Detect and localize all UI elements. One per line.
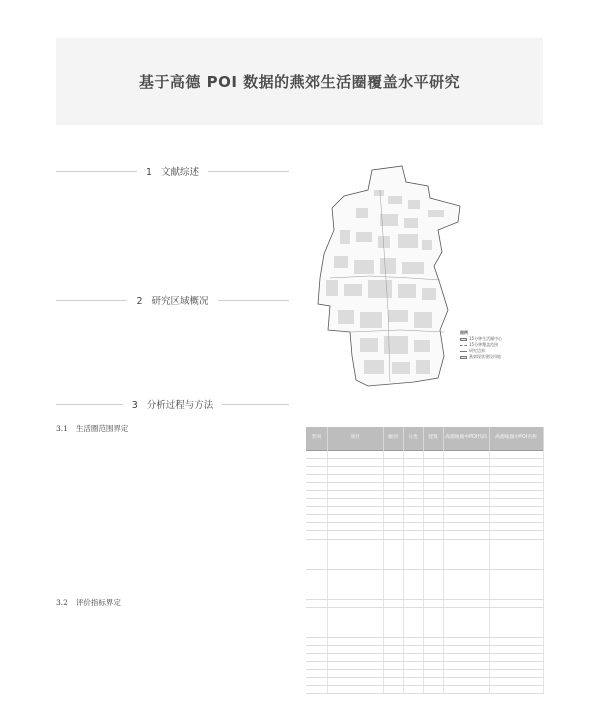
table-header-row	[306, 427, 543, 450]
legend-item: 15分钟覆盖范围	[460, 342, 502, 348]
table-row	[306, 531, 543, 539]
table-header-cell: 类别	[306, 427, 327, 450]
table-row	[306, 645, 543, 653]
land-patch	[344, 284, 362, 296]
land-patch	[388, 310, 408, 322]
table-row	[306, 466, 543, 474]
land-patch	[360, 312, 382, 328]
land-patch	[364, 360, 384, 374]
legend-item: 燕郊现状建设用地	[460, 354, 502, 360]
legend-item: 研究边界	[460, 348, 502, 354]
land-patch	[422, 288, 436, 300]
land-patch	[404, 218, 418, 228]
table-row	[306, 661, 543, 669]
land-patch	[356, 232, 372, 242]
table-row	[306, 678, 543, 686]
subsection-heading-3-2: 3.2 评价指标界定	[56, 598, 121, 607]
section-heading-3	[56, 397, 289, 411]
land-patch	[334, 256, 348, 268]
land-patch	[398, 284, 416, 298]
table-row	[306, 686, 543, 694]
land-patch	[402, 262, 424, 274]
legend-swatch	[460, 345, 467, 346]
land-patch	[380, 258, 396, 274]
table-header-cell: 高德地图中POI代码	[443, 427, 489, 450]
table-header-cell: 分类	[403, 427, 423, 450]
table-row	[306, 569, 543, 599]
table-row	[306, 458, 543, 466]
legend-title: 图例	[460, 330, 468, 335]
table-row	[306, 482, 543, 490]
land-patch	[422, 240, 432, 250]
table-row	[306, 490, 543, 498]
table-row	[306, 599, 543, 607]
land-patch	[374, 190, 384, 196]
section-heading-1	[56, 164, 289, 178]
legend-item: 15分钟生活圈中心	[460, 336, 502, 342]
land-patch	[416, 360, 430, 374]
land-patch	[392, 362, 410, 374]
section-heading-2	[56, 293, 289, 307]
table-row	[306, 670, 543, 678]
document-title: 基于高德 POI 数据的燕郊生活圈覆盖水平研究	[138, 73, 461, 91]
subsection-heading-3-1: 3.1 生活圈范围界定	[56, 424, 129, 433]
land-patch	[384, 336, 408, 354]
legend-swatch	[460, 338, 467, 341]
poi-classification-table	[306, 427, 544, 694]
land-patch	[326, 280, 338, 296]
land-patch	[428, 210, 444, 217]
section-heading-label: 3 分析过程与方法	[131, 400, 214, 411]
land-patch	[408, 200, 420, 209]
section-heading-label: 2 研究区域概况	[136, 296, 209, 307]
land-patch	[398, 234, 418, 248]
table-row	[306, 607, 543, 637]
table-row	[306, 653, 543, 661]
title-banner	[56, 38, 543, 125]
land-patch	[354, 260, 374, 274]
heading-rule-right	[208, 171, 289, 172]
table-row	[306, 450, 543, 458]
land-patch	[414, 340, 430, 352]
table-row	[306, 474, 543, 482]
land-patch	[388, 196, 402, 204]
table-row	[306, 539, 543, 569]
table-row	[306, 523, 543, 531]
land-patch	[340, 230, 350, 244]
table-header-cell: 项目	[327, 427, 383, 450]
legend-swatch	[460, 356, 467, 359]
heading-rule-right	[218, 300, 289, 301]
table-row	[306, 515, 543, 523]
table-header-cell: 建筑	[423, 427, 443, 450]
land-patch	[378, 236, 390, 248]
heading-rule-left	[56, 171, 137, 172]
table-header-cell: 级别	[383, 427, 403, 450]
table-row	[306, 637, 543, 645]
table-row	[306, 507, 543, 515]
section-heading-label: 1 文献综述	[145, 167, 200, 178]
land-patch	[368, 280, 392, 298]
table-header-cell: 高德地图中POI名称	[489, 427, 543, 450]
land-patch	[360, 338, 378, 352]
land-patch	[380, 214, 398, 226]
legend-swatch	[460, 351, 467, 352]
heading-rule-left	[56, 300, 127, 301]
heading-rule-right	[222, 404, 289, 405]
land-patch	[356, 208, 368, 218]
land-patch	[414, 312, 432, 328]
land-patch	[338, 310, 354, 324]
map-legend	[460, 330, 502, 360]
heading-rule-left	[56, 404, 123, 405]
study-area-map	[310, 160, 540, 388]
table-row	[306, 499, 543, 507]
